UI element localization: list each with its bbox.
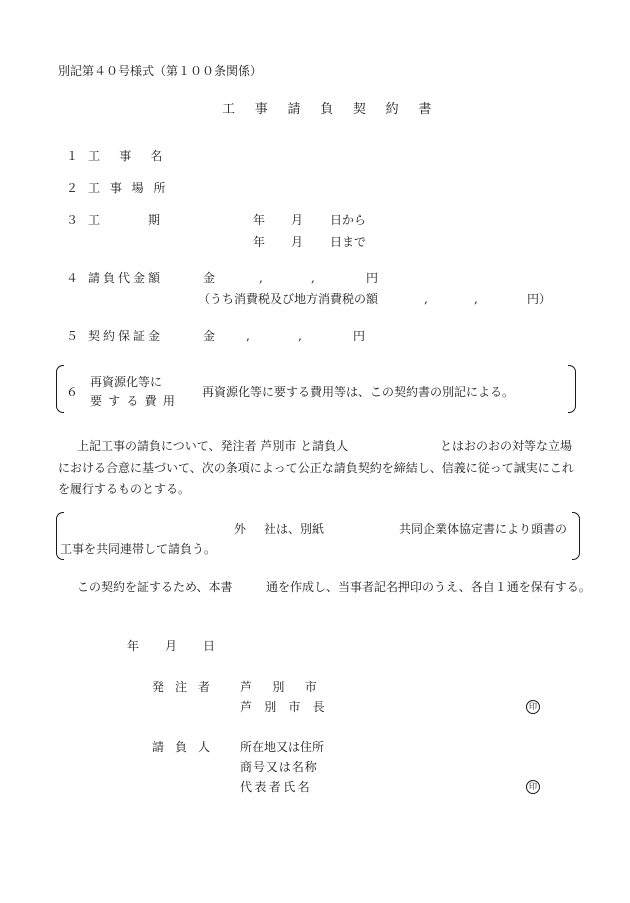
contract-amount-yen: 円	[366, 271, 379, 285]
item-1-number: １	[66, 149, 79, 163]
paragraph-1-line1b: とはおのおの対等な立場	[440, 439, 573, 453]
paragraph-1-line3: を履行するものとする。	[58, 482, 191, 496]
contractor-representative: 代表者氏名	[240, 780, 313, 794]
document-title: 工 事 請 負 契 約 書	[222, 102, 440, 117]
tax-comma-1: ,	[424, 292, 428, 306]
deposit-comma-2: ,	[298, 329, 302, 343]
joint-text-c: 共同企業体協定書により頭書の	[399, 522, 568, 536]
item-6-right-bracket	[568, 365, 576, 413]
item-6-number: ６	[66, 385, 79, 399]
item-6-label-line1: 再資源化等に	[90, 375, 163, 389]
date-month: 月	[165, 639, 178, 653]
item-2-label: 工 事 場 所	[88, 181, 169, 195]
seal-mark-contractor: 印	[526, 780, 540, 794]
joint-right-bracket	[572, 512, 580, 560]
proof-text-a: この契約を証するため、本書	[77, 580, 233, 594]
joint-line2: 工事を共同連帯して請負う。	[60, 542, 217, 556]
date-year: 年	[127, 639, 140, 653]
tax-comma-2: ,	[474, 292, 478, 306]
joint-text-a: 外	[234, 522, 247, 536]
tax-yen: 円）	[527, 292, 552, 306]
item-4-number: ４	[66, 271, 79, 285]
item-5-number: ５	[66, 329, 79, 343]
period-to-month: 月	[291, 235, 304, 249]
tax-note: （うち消費税及び地方消費税の額	[198, 292, 379, 306]
contractor-role: 請 負 人	[152, 740, 214, 754]
deposit-yen: 円	[353, 329, 366, 343]
date-day: 日	[203, 639, 216, 653]
item-6-left-bracket	[56, 365, 64, 413]
item-5-label: 契約保証金	[88, 329, 164, 343]
item-1-label: 工 事 名	[88, 149, 167, 163]
period-from-month: 月	[291, 213, 304, 227]
seal-mark-orderer: 印	[526, 700, 540, 714]
contract-amount-comma-1: ,	[259, 271, 263, 285]
period-from-day: 日から	[330, 213, 367, 227]
period-from-year: 年	[253, 213, 266, 227]
paragraph-1-line2: における合意に基づいて、次の条項によって公正な請負契約を締結し、信義に従って誠実にこれ	[58, 461, 574, 475]
deposit-comma-1: ,	[246, 329, 250, 343]
paragraph-1-line1a: 上記工事の請負について、発注者 芦別市 と請負人	[77, 439, 349, 453]
contract-amount-comma-2: ,	[311, 271, 315, 285]
joint-text-b: 社は、別紙	[264, 522, 325, 536]
orderer-name: 芦 別 市	[240, 680, 322, 694]
proof-text-b: 通を作成し、当事者記名押印のうえ、各自１通を保有する。	[266, 580, 591, 594]
period-to-year: 年	[253, 235, 266, 249]
item-3-label: 工 期	[88, 213, 164, 227]
item-4-label: 請負代金額	[88, 271, 164, 285]
item-6-text: 再資源化等に要する費用等は、この契約書の別記による。	[202, 385, 515, 399]
form-number-label: 別記第４０号様式（第１００条関係）	[58, 64, 263, 78]
item-2-number: ２	[66, 181, 79, 195]
deposit-kin: 金	[203, 329, 216, 343]
orderer-role: 発 注 者	[152, 680, 214, 694]
item-6-label-line2: 要 す る 費 用	[90, 394, 177, 408]
contractor-company: 商号又は名称	[240, 760, 318, 774]
contract-amount-kin: 金	[203, 271, 216, 285]
contractor-address: 所在地又は住所	[240, 740, 325, 754]
period-to-day: 日まで	[330, 235, 367, 249]
orderer-mayor: 芦 別 市 長	[240, 700, 329, 714]
item-3-number: ３	[66, 213, 79, 227]
